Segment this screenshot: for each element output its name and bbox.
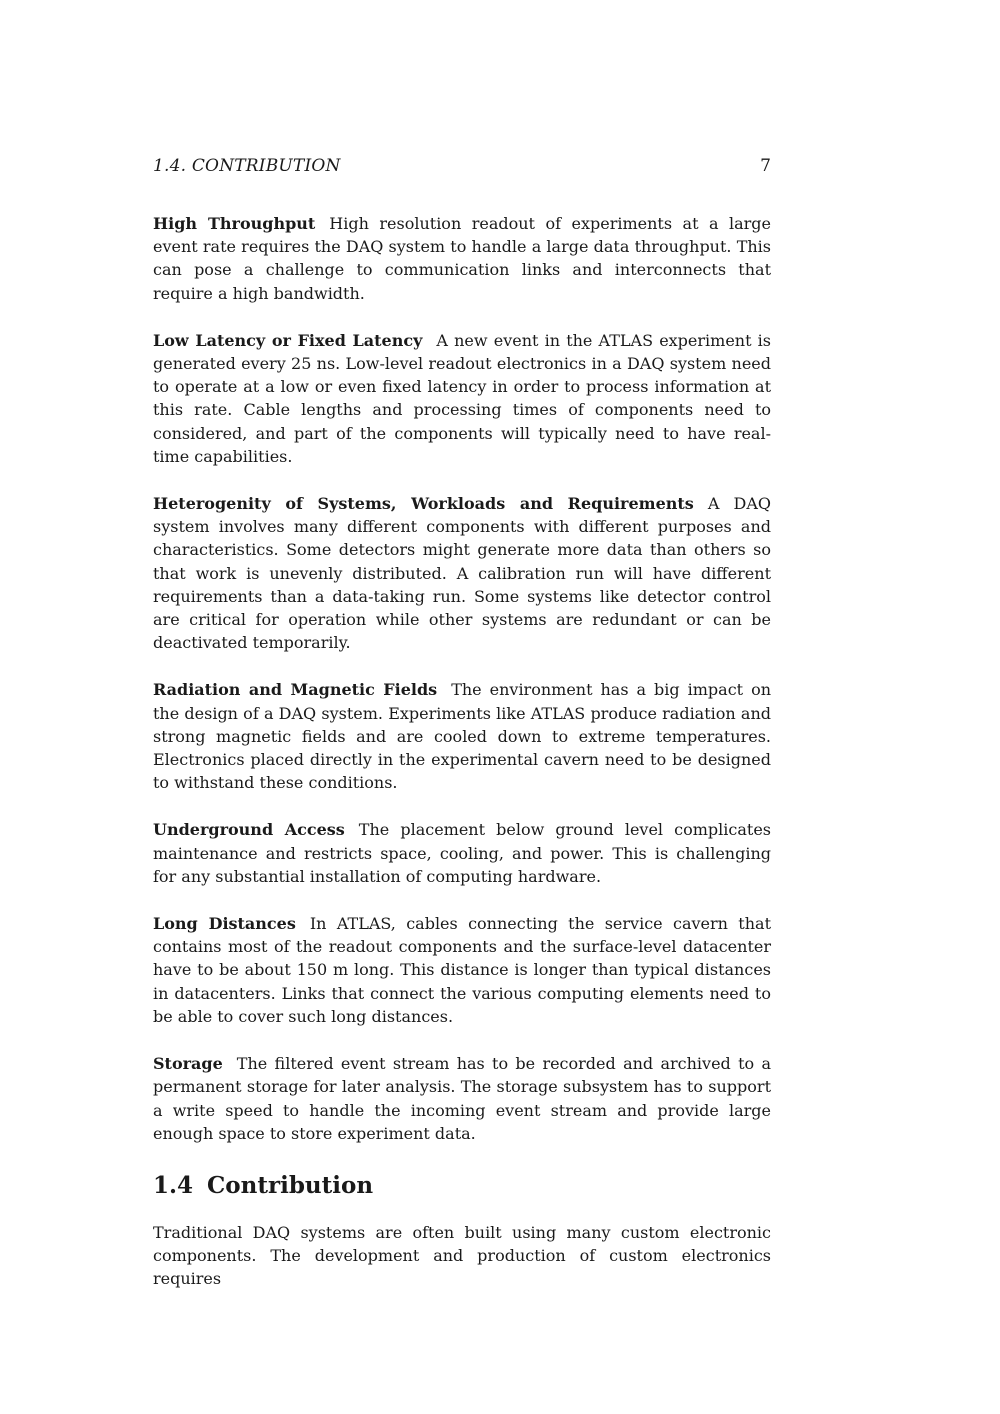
paragraph-heading: Storage [153, 1054, 223, 1074]
running-header [153, 154, 771, 178]
paragraph-long-distances [153, 912, 771, 1028]
section-intro-paragraph: Traditional DAQ systems are often built using many custom electronic components. The development and production of custom electronics requires [153, 1222, 771, 1289]
paragraph-text: A DAQ system involves many different components with different purposes and characteristics. Some detectors might generate more data than others so that work is unevenly distributed. A calibration run will have different requirements than a data-taking run. Some systems like detector control are critical for operation while other systems are redundant or can be deactivated temporarily. [153, 494, 772, 653]
paragraph-heading: Heterogenity of Systems, Workloads and Requirements [153, 494, 694, 514]
section-number: 1.4 [153, 1171, 194, 1199]
page-number: 7 [760, 156, 771, 176]
running-header-title: 1.4. CONTRIBUTION [153, 156, 341, 176]
paragraph-heading: Long Distances [153, 914, 296, 934]
paragraph-radiation [153, 678, 771, 794]
paragraph-heterogenity [153, 492, 771, 654]
paragraph-heading: High Throughput [153, 214, 316, 233]
paragraph-text: The filtered event stream has to be recorded and archived to a permanent storage for later analysis. The storage subsystem has to support a write speed to handle the incoming event stream and provide large enough space to store experiment data. [153, 1054, 771, 1143]
paragraph-underground-access [153, 818, 771, 888]
paragraph-heading: Low Latency or Fixed Latency [153, 330, 423, 350]
section-title: Contribution [207, 1171, 374, 1199]
paragraph-low-latency [153, 329, 771, 468]
paragraph-heading: Radiation and Magnetic Fields [153, 680, 438, 700]
paragraph-text: In ATLAS, cables connecting the service cavern that contains most of the readout components and the surface-level datacenter have to be about 150 m long. This distance is longer than typical distances in datacenters. Links that connect the various computing elements need to be able to cover such long distances. [153, 914, 771, 1026]
paragraph-text: A new event in the ATLAS experiment is generated every 25 ns. Low-level readout electronics in a DAQ system need to operate at a low or even fixed latency in order to process information at this rate. Cable lengths and processing times of components need to considered, and part of the components will typically need to have real-time capabilities. [153, 330, 772, 466]
paragraph-high-throughput [153, 212, 771, 305]
page-body [153, 212, 771, 1291]
section-heading [153, 1171, 771, 1201]
paragraph-text: The placement below ground level complicates maintenance and restricts space, cooling, and power. This is challenging for any substantial installation of computing hardware. [153, 820, 771, 886]
paragraph-text: High resolution readout of experiments at a large event rate requires the DAQ system to handle a large data throughput. This can pose a challenge to communication links and interconnects that require a high bandwidth. [153, 214, 771, 303]
paragraph-heading: Underground Access [153, 820, 345, 840]
paragraph-storage [153, 1052, 771, 1145]
paragraph-text: The environment has a big impact on the design of a DAQ system. Experiments like ATLAS produce radiation and strong magnetic fields and are cooled down to extreme temperatures. Electronics placed directly in the experimental cavern need to be designed to withstand these conditions. [153, 680, 772, 793]
